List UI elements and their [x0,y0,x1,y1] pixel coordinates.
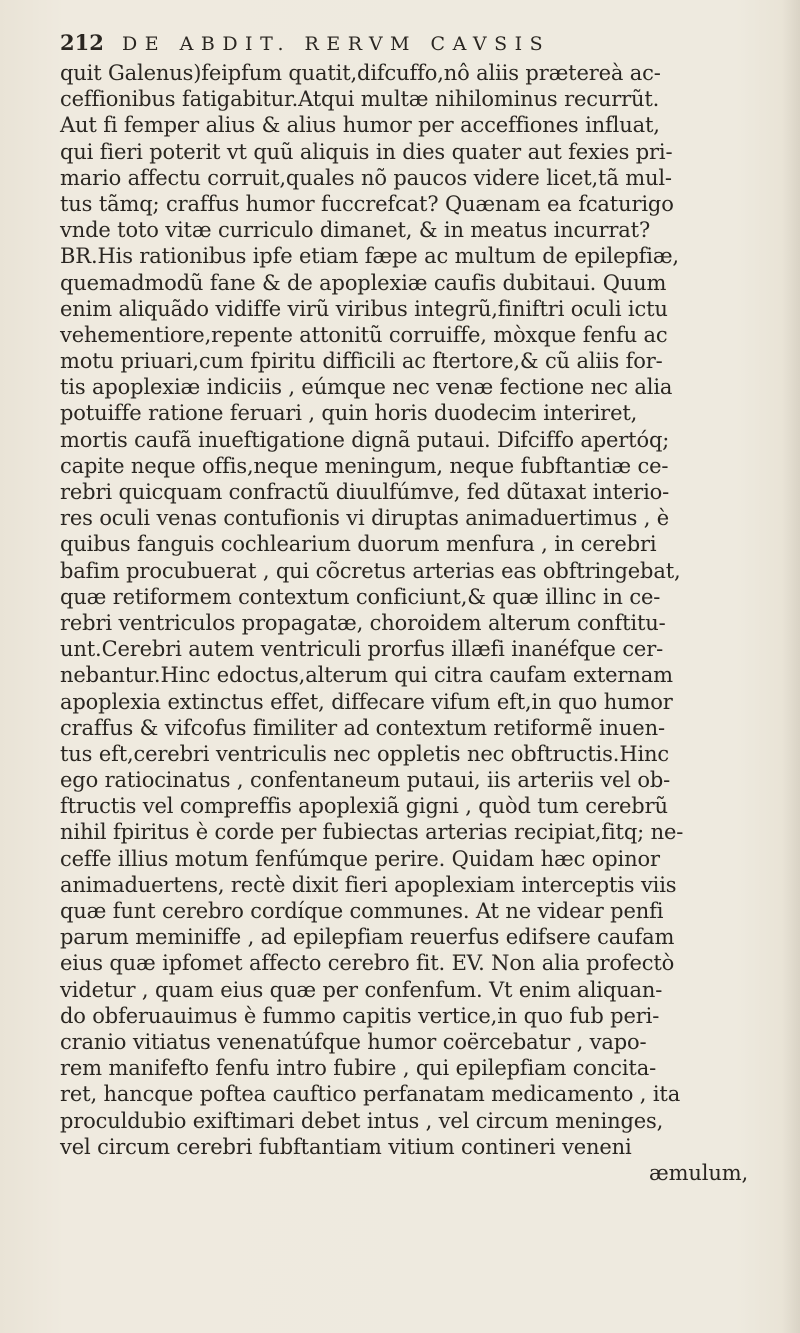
text-line: ceffe illius motum fenfúmque perire. Quidam hæc opinor [60,846,660,871]
text-line: ret, hancque poftea cauftico perfanatam medicamento , ita [60,1082,681,1107]
text-line: quæ retiformem contextum conficiunt,& quæ illinc in ce- [60,584,661,609]
body-text [60,60,760,1160]
text-line: mario affectu corruit,quales nõ paucos videre licet,tã mul- [60,165,672,190]
running-head [60,30,760,58]
text-line: vehementiore,repente attonitũ corruiffe, mòxque fenfu ac [60,322,668,347]
text-line: do obferuauimus è fummo capitis vertice,in quo fub peri- [60,1003,660,1028]
text-line: motu priuari,cum fpiritu difficili ac ftertore,& cũ aliis for- [60,349,663,374]
text-line: proculdubio exiftimari debet intus , vel circum meninges, [60,1108,664,1133]
text-line: rebri quicquam confractũ diuulfúmve, fed dũtaxat interio- [60,480,670,504]
text-line: bafim procubuerat , qui cõcretus arterias eas obftringebat, [60,558,681,583]
text-line: videtur , quam eius quæ per confenfum. Vt enim aliquan- [60,977,663,1002]
text-line: apoplexia extinctus effet, diffecare vifum eft,in quo humor [60,689,673,714]
text-line: nebantur.Hinc edoctus,alterum qui citra caufam externam [60,663,673,688]
text-line: vnde toto vitæ curriculo dimanet, & in meatus incurrat? [60,218,651,243]
text-line: mortis caufã inueftigatione dignã putaui. Difciffo apertóq; [60,427,670,452]
text-line: nihil fpiritus è corde per fubiectas arterias recipiat,fitq; ne- [60,820,684,845]
text-line: ego ratiocinatus , confentaneum putaui, iis arteriis vel ob- [60,768,671,793]
text-line: capite neque offis,neque meningum, neque fubftantiæ ce- [60,453,669,478]
text-line: quibus fanguis cochlearium duorum menfura , in cerebri [60,532,657,557]
text-line: qui fieri poterit vt quũ aliquis in dies quater aut fexies pri- [60,139,673,164]
text-line: quit Galenus)feipfum quatit,difcuffo,nô aliis prætereà ac- [60,61,661,85]
text-line: ftructis vel compreffis apoplexiã gigni , quòd tum cerebrũ [60,794,668,819]
text-line: cranio vitiatus venenatúfque humor coërcebatur , vapo- [60,1029,647,1054]
text-line: eius quæ ipfomet affecto cerebro fit. EV. Non alia profectò [60,951,675,976]
text-line: parum meminiffe , ad epilepfiam reuerfus edifsere caufam [60,925,675,950]
text-line: quemadmodũ fane & de apoplexiæ caufis dubitaui. Quum [60,270,667,295]
running-title: DE ABDIT. RERVM CAVSIS [122,33,551,55]
text-line: quæ funt cerebro cordíque communes. At ne videar penfi [60,899,664,923]
text-line: tus tãmq; craffus humor fuccrefcat? Quænam ea fcaturigo [60,191,674,216]
text-line: unt.Cerebri autem ventriculi prorfus illæfi inanéfque cer- [60,637,664,662]
page-edge-shadow [782,0,800,1333]
text-line: tis apoplexiæ indiciis , eúmque nec venæ fectione nec alia [60,375,673,400]
text-line: ceffionibus fatigabitur.Atqui multæ nihilominus recurrũt. [60,87,660,112]
text-line: rebri ventriculos propagatæ, choroidem alterum conftitu- [60,610,666,635]
text-line: enim aliquãdo vidiffe virũ viribus integrũ,finiftri oculi ictu [60,296,668,321]
text-line: BR.His rationibus ipfe etiam fæpe ac multum de epilepfiæ, [60,244,679,269]
text-line: vel circum cerebri fubftantiam vitium contineri veneni [60,1134,632,1159]
text-line: res oculi venas contufionis vi diruptas animaduertimus , è [60,506,670,531]
catchword: æmulum, [649,1160,748,1185]
page-number: 212 [60,30,104,55]
text-line: potuiffe ratione feruari , quin horis duodecim interiret, [60,401,638,426]
text-line: Aut fi femper alius & alius humor per acceffiones influat, [60,113,660,138]
text-line: rem manifefto fenfu intro fubire , qui epilepfiam concita- [60,1056,657,1081]
text-line: animaduertens, rectè dixit fieri apoplexiam interceptis viis [60,872,677,897]
text-line: tus eft,cerebri ventriculis nec oppletis nec obftructis.Hinc [60,741,670,766]
text-line: craffus & vifcofus fimiliter ad contextum retiformẽ inuen- [60,715,665,740]
